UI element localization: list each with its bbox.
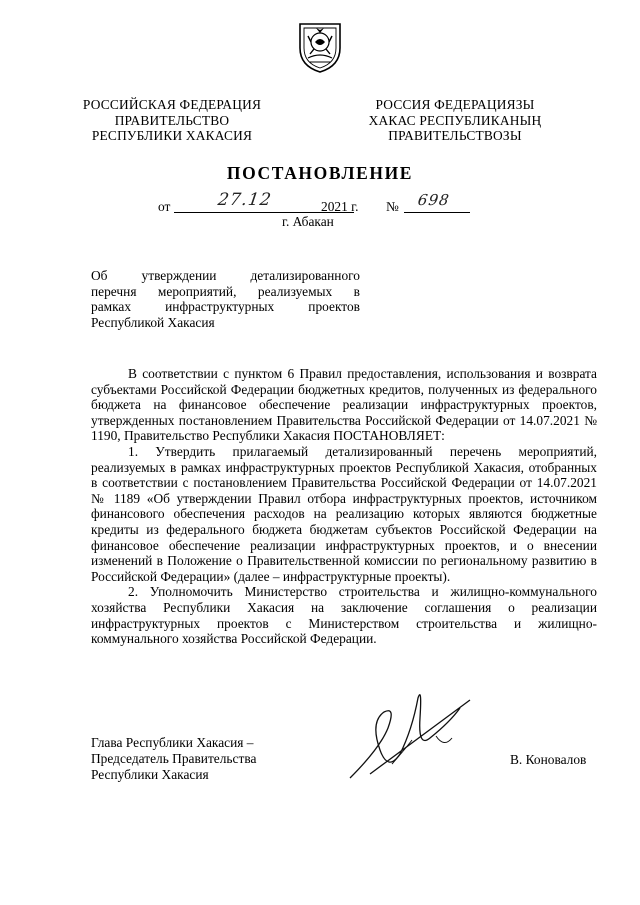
number-underline xyxy=(404,212,470,213)
header-right-line3: ПРАВИТЕЛЬСТВОЗЫ xyxy=(388,128,522,143)
header-left xyxy=(70,97,274,144)
subject-line: перечня мероприятий, реализуемых в xyxy=(91,283,360,299)
signer-name: В. Коновалов xyxy=(510,752,587,767)
header-left-line2: ПРАВИТЕЛЬСТВО xyxy=(114,112,230,128)
signature-title-block xyxy=(91,735,256,783)
subject-line: Республикой Хакасия xyxy=(91,314,215,330)
signatory-title-line2: Председатель Правительства xyxy=(91,751,257,766)
handwritten-number: 698 xyxy=(416,191,451,209)
subject-block xyxy=(91,268,360,330)
header-left-line1: РОССИЙСКАЯ ФЕДЕРАЦИЯ xyxy=(82,97,262,112)
handwritten-date: 27.12 xyxy=(216,190,274,210)
subject-line: Об утверждении детализированного xyxy=(91,268,360,283)
document-body xyxy=(91,366,597,647)
paragraph-item-1: 1. Утвердить прилагаемый детализированный перечень мероприятий, реализуемых в рамках инфраструктурных проектов Республикой Хакасия, отобранных в соответствии с постановлением Правительства Российской Федерации от 14.07.2021 № 1189 «Об утверждении Правил отбора инфраструктурных проектов, источником финансового обеспечения расходов на реализацию которых являются бюджетные кредиты из федерального бюджета бюджетам субъектов Российской Федерации на финансовое обеспечение реализации инфраструктурных проектов, и о внесении изменений в Положение о Правительственной комиссии по региональному развитию в Российской Федерации» (далее – инфраструктурные проекты). xyxy=(91,443,597,584)
paragraph-preamble: В соответствии с пунктом 6 Правил предоставления, использования и возврата субъектами Российской Федерации бюджетных кредитов, полученных из федерального бюджета на финансовое обеспечение реализации инфраструктурных проектов, утвержденных постановлением Правительства Российской Федерации от 14.07.2021 № 1190, Правительство Республики Хакасия ПОСТАНОВЛЯЕТ: xyxy=(91,366,597,444)
date-prefix: от xyxy=(158,199,171,214)
paragraph-item-2: 2. Уполномочить Министерство строительства и жилищно-коммунального хозяйства Республики Хакасия на заключение соглашения о реализации инфраструктурных проектов с Министерством строительства и жилищно-коммунального хозяйства Российской Федерации. xyxy=(91,584,597,647)
handwritten-signature xyxy=(340,678,480,790)
city-label: г. Абакан xyxy=(282,214,334,229)
signatory-title-line1: Глава Республики Хакасия – xyxy=(91,735,254,750)
date-year: 2021 г. xyxy=(321,199,359,214)
coat-of-arms-icon xyxy=(296,18,344,74)
document-title: ПОСТАНОВЛЕНИЕ xyxy=(226,163,414,183)
header-right-line2: ХАКАС РЕСПУБЛИКАНЫҢ xyxy=(368,112,542,128)
subject-line: рамках инфраструктурных проектов xyxy=(91,299,360,315)
header-left-line3: РЕСПУБЛИКИ ХАКАСИЯ xyxy=(91,128,253,143)
signatory-title-line3: Республики Хакасия xyxy=(91,767,209,782)
number-sign: № xyxy=(386,199,399,214)
header-right xyxy=(350,97,560,144)
header-right-line1: РОССИЯ ФЕДЕРАЦИЯЗЫ xyxy=(375,97,535,112)
